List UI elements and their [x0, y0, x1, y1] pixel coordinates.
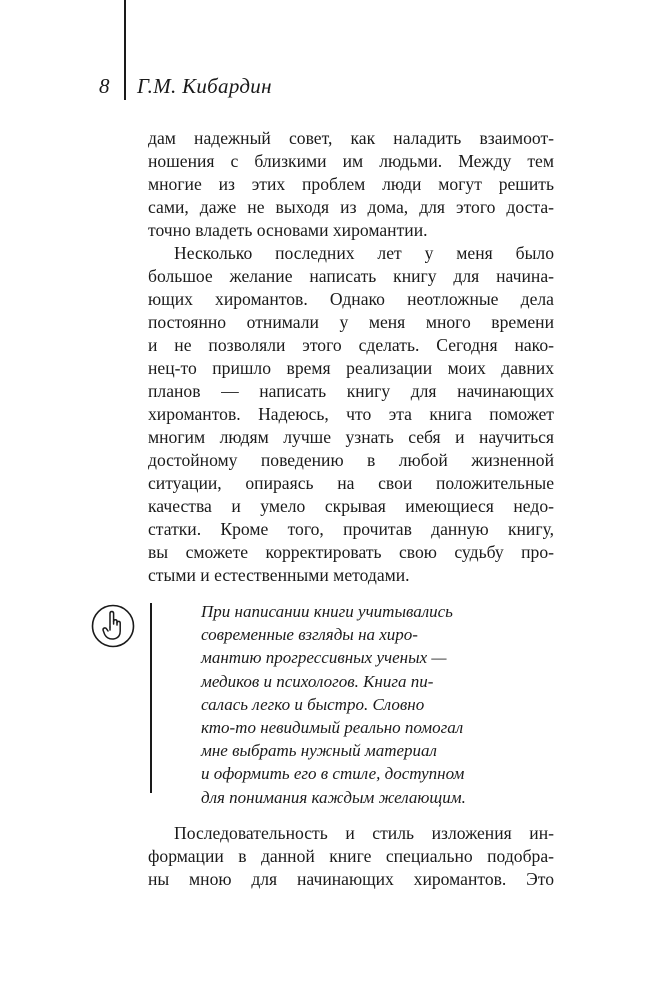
header-vertical-rule	[124, 0, 126, 100]
text-line: достойному поведению в любой жизненной	[148, 450, 554, 470]
text-line: формации в данной книге специально подобра-	[148, 846, 554, 866]
text-line: и не позволяли этого сделать. Сегодня нако-	[148, 335, 554, 355]
quote-line: и оформить его в стиле, доступном	[201, 764, 465, 784]
quote-line: медиков и психологов. Книга пи-	[201, 671, 434, 691]
quote-line: салась легко и быстро. Словно	[201, 694, 425, 714]
quote-line: для понимания каждым желающим.	[201, 787, 466, 807]
quote-line: современные взгляды на хиро-	[201, 625, 418, 645]
page-number: 8	[99, 74, 110, 98]
running-title: Г.М. Кибардин	[137, 74, 272, 98]
quote-line: мне выбрать нужный материал	[201, 741, 437, 761]
text-line: планов — написать книгу для начинающих	[148, 381, 554, 401]
text-line: постоянно отнимали у меня много времени	[148, 312, 554, 332]
text-line: стыми и естественными методами.	[148, 565, 410, 585]
text-line: нец-то пришло время реализации моих давних	[148, 358, 554, 378]
text-line: ношения с близкими им людьми. Между тем	[148, 151, 554, 171]
text-line: Несколько последних лет у меня было	[174, 243, 554, 263]
text-line: большое желание написать книгу для начина-	[148, 266, 554, 286]
quote-line: При написании книги учитывались	[201, 602, 453, 621]
paragraph-2	[148, 242, 554, 587]
text-line: точно владеть основами хиромантии.	[148, 220, 428, 240]
quote-line: мантию прогрессивных ученых —	[201, 648, 447, 668]
text-line: статки. Кроме того, прочитав данную книгу,	[148, 519, 554, 539]
text-line: дам надежный совет, как наладить взаимоот-	[148, 128, 554, 148]
text-line: хиромантов. Надеюсь, что эта книга поможет	[148, 404, 554, 424]
paragraph-3	[148, 822, 554, 891]
text-line: ны мною для начинающих хиромантов. Это	[148, 869, 554, 889]
quote-line: кто-то невидимый реально помогал	[201, 718, 464, 738]
callout-quote	[201, 600, 501, 809]
text-line: Последовательность и стиль изложения ин-	[174, 823, 554, 843]
text-line: многие из этих проблем люди могут решить	[148, 174, 554, 194]
text-line: качества и умело скрывая имеющиеся недо-	[148, 496, 554, 516]
text-line: ющих хиромантов. Однако неотложные дела	[148, 289, 554, 309]
text-line: ситуации, опираясь на свои положительные	[148, 473, 554, 493]
paragraph-1	[148, 127, 554, 242]
text-line: вы сможете корректировать свою судьбу про-	[148, 542, 554, 562]
text-line: многим людям лучше узнать себя и научиться	[148, 427, 554, 447]
callout-vertical-rule	[150, 603, 152, 793]
text-line: сами, даже не выходя из дома, для этого доста-	[148, 197, 554, 217]
hand-pointing-icon	[91, 604, 135, 648]
